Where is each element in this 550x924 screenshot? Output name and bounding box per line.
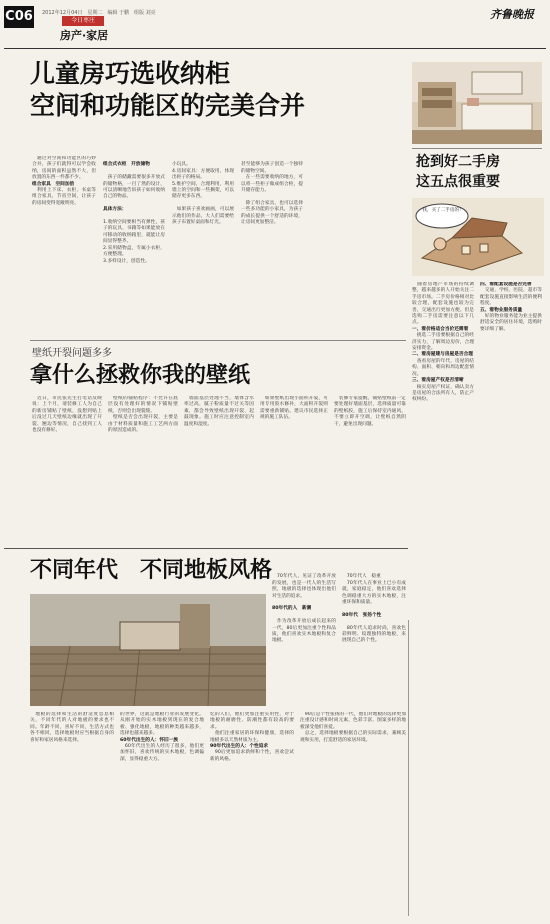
- article3-top-col1-subhead: 80年代的人 新潮: [272, 606, 312, 612]
- article1-col3: [172, 156, 234, 356]
- article3-bottom-col2-subhead: 60年代出生的人：怀旧一族: [120, 737, 179, 743]
- column-divider: [408, 620, 409, 916]
- article3-bottom-col3-text2: 他们注重家居的环保和健康，选择的地板多以天然材质为主。: [210, 731, 294, 743]
- article1-col4-text: 甚至能够为孩子创造一个独特的储物空间。 在一些需要收纳的地方，可以将一些柜子做成组合柜，提升储存能力。: [241, 162, 303, 194]
- article1-col1-subhead: 组合家具 空间加倍: [32, 181, 75, 187]
- article3-bottom-col4-text: 90后是个性张扬的一代，他们对地板的选择更加注重设计感和时尚元素，色彩丰富、图案多样的地板深受他们喜爱。 总之，选择地板要根据自己的实际需求，兼顾美观和实用，打造舒适的家居环境。: [300, 712, 406, 743]
- article1-col2: [103, 156, 165, 356]
- newspaper-logo: 齐鲁晚报: [490, 8, 534, 21]
- article1-col1-text: 通过对空间和功能区的巧妙合并，孩子们就得可以学会收纳，房间的面积虽然不大，但放置的东西一件都不少。: [32, 156, 96, 181]
- page-code: C06: [4, 6, 34, 28]
- article2-kicker: 壁纸开裂问题多多: [32, 348, 112, 359]
- article1-col2-subhead: 组合式衣柜 开放储物: [103, 162, 150, 168]
- sidebar-text2: 查看房屋的年代，房屋的结构、面积、朝向和周边配套情况。: [412, 358, 474, 377]
- article3-bottom-col1: [30, 712, 114, 912]
- article2-col1: [32, 396, 102, 526]
- sidebar-sub3: 三、看房屋产权是否清晰: [412, 378, 464, 384]
- sidebar-sub2: 二、看房屋建与房屋是否合理: [412, 352, 473, 358]
- sidebar-col1: [412, 282, 474, 612]
- section-tag: 今日枣庄: [62, 16, 104, 26]
- article3-rule: [4, 548, 408, 549]
- article1-title-line2: 空间和功能区的完美合并: [30, 91, 306, 120]
- article3-bottom-col3-subhead: 90年代出生的人：个性追求: [210, 744, 269, 750]
- sidebar-text1: 挑选二手房要根据自己的经济实力，了解周边房价，合理安排资金。: [412, 333, 474, 352]
- article2-col5: [334, 396, 406, 526]
- article2-col2-text: 壁纸的铺贴程序：不允许在底层没有处理好的情况下铺贴壁纸，否则会出现裂缝。 壁纸是否会出现开裂，主要是由于材料质量和施工工艺两方面的原因造成的。: [108, 396, 178, 434]
- article1-title-line1: 儿童房巧选收纳柜: [30, 59, 231, 88]
- sidebar-rule: [412, 148, 542, 149]
- article2-rule: [30, 340, 406, 341]
- article3-top-col2-subhead: 80年代 张扬个性: [342, 612, 382, 618]
- sidebar-text4: 交通、学校、医院、超市等配套设施直接影响生活的便利程度。: [480, 288, 542, 307]
- article3-top-col1-text2: 作为改革开放后成长起来的一代，80后更加注重个性和品质，他们喜欢实木地板和复合地板。: [272, 619, 336, 644]
- article1-col4: [241, 156, 303, 356]
- article3-bottom-col3: [210, 712, 294, 912]
- article3-top-col1-text: 70年代人，见证了改革开放的发展，也是一代人的生活写照，地板的选择也体现出他们对生活的追求。: [272, 574, 336, 599]
- sidebar-sub1: 一、看价格适合当价还需看: [412, 326, 469, 332]
- header-rule: [4, 48, 546, 49]
- article1-col1-text2: 利用上下床、衣柜、书桌等组合家具，节省空间，让孩子的房间变得宽敞明亮。: [32, 188, 96, 206]
- article3-bottom-col2-text: 的世界，这就是地板行业的发展变化。从刚开始的实木地板到现在的复合地板、强化地板，地板的种类越来越多，选择也越来越多。: [120, 712, 204, 737]
- article2-col4: [260, 396, 328, 526]
- article3-bottom-col2-text2: 60年代出生的人经历了很多，他们更加怀旧，喜欢传统的实木地板，色调偏深，显得稳重大方。: [120, 744, 204, 762]
- sidebar-headline: [416, 152, 544, 192]
- sidebar-sub4: 四、看配套设施是否完善: [480, 282, 532, 287]
- sidebar-intro: 随着房地产市场的持续调整，越来越多的人开始关注二手房市场。二手房价格相对比较合理，配套设施也较为完善，交通出行更加方便。但是选购二手房需要注意以下几点。: [412, 282, 474, 326]
- issue-meta: 2012年12月04日 星期二 编辑 于鹏 组版 刘亮: [42, 10, 156, 16]
- article1-col1: [32, 156, 96, 356]
- article2-col3: [184, 396, 254, 526]
- article1-col2-text2: 1.收纳空间要相当有弹性，孩子的玩具、书籍等如果能放在可移动的收纳箱里，就能让房间显得整齐。 2.采用储物盒，专属小衣柜，方便整理。 3.多样设计，创造性。: [103, 220, 165, 264]
- speech-bubble: 我，买了二手房的！: [422, 208, 464, 213]
- section-title: 房产·家居: [60, 29, 109, 42]
- article3-top-col2-text: 70年代人 稳重 70年代人在事业上已小有成就，家庭稳定，他们喜欢选择色调稳重大方的实木地板，注重环保和质量。: [342, 574, 406, 606]
- article1-col3-text2: 如果孩子喜欢画画，可以展示他们的作品，大人们需要给孩子布置好桌面和灯光。: [172, 207, 234, 226]
- childrens-room-photo: [412, 62, 542, 144]
- article3-bottom-col3-text3: 90后更加追求新鲜和个性，喜欢尝试新的风格。: [210, 750, 294, 762]
- article2-col2: [108, 396, 178, 526]
- article3-bottom-col2: [120, 712, 204, 912]
- sidebar-sub5: 五、看物业服务质量: [480, 307, 523, 313]
- article3-top-col2: [342, 568, 406, 708]
- article3-title: 不同年代 不同地板风格: [30, 558, 273, 583]
- article3-bottom-col4: [300, 712, 406, 912]
- sidebar-headline-line1: 抢到好二手房: [416, 154, 500, 170]
- article1-col4-text2: 除了组合家具，也可以选择一些多功能的小家具，为孩子的成长提供一个舒适的环境，让房间更加整洁。: [241, 200, 303, 226]
- wood-floor-photo: [30, 594, 266, 706]
- article3-top-col1: [272, 568, 336, 708]
- second-hand-house-illustration: [412, 198, 544, 276]
- article3-bottom-col3-text: 忆的人们，他们更加注重实用性，对于地板的耐磨性、防潮性都有较高的要求。: [210, 712, 294, 730]
- sidebar-col2: [480, 282, 542, 612]
- article2-col5-text: 装修专家提醒，铺贴壁纸前一定要处理好墙面基层，选择质量可靠的壁纸胶，施工后保持室内通风，不要立即开空调，让壁纸自然阴干，避免出现问题。: [334, 396, 406, 427]
- sidebar-headline-line2: 这五点很重要: [416, 174, 500, 190]
- article2-title: 拿什么拯救你我的壁纸: [30, 363, 251, 388]
- sidebar-text5: 好的物业服务能为业主提供舒适安全的居住环境，选购时要详细了解。: [480, 314, 542, 332]
- article2-col3-text: 墙面基层处理不当，墙体含水率过高，腻子粉质量不过关等因素，都会导致壁纸出现开裂、起鼓现象。施工时应注意控制室内温度和湿度。: [184, 396, 254, 427]
- sidebar-text3: 核实房屋产权证，确认卖方是房屋的合法所有人，防止产权纠纷。: [412, 384, 474, 403]
- article1-col2-text: 孩子的储藏需要很多开放式的储物格，一目了然的设计，可以清晰地告诉孩子如何收纳自己的物品。: [103, 175, 165, 200]
- article1-title: [30, 58, 410, 122]
- article1-col2-subhead2: 具体方法：: [103, 207, 127, 213]
- article3-bottom-col1-text: 地板的选择和生活的舒适度息息相关，不同年代的人对地板的要求也不同。年龄不同，喜好不同，生活方式也各不相同，选择地板时应当根据自身的喜好和家居风格来选择。: [30, 712, 114, 743]
- article2-col4-text: 如果壁纸出现小面积开裂，可用专用胶水修补，大面积开裂则需要重新铺贴。建议市民选择正规的施工队伍。: [260, 396, 328, 421]
- article3-top-col2-text2: 80年代人追求时尚，喜欢色彩鲜明、纹理独特的地板，来展现自己的个性。: [342, 625, 406, 644]
- article2-col1-text: 近日，市民张先生打电话反映说：上个月，请装修工人为自己的新房铺贴了壁纸，没想到贴上后没过几天壁纸边缘就出现了开裂、翘边等情况，自己找到工人也没有修好。: [32, 396, 102, 434]
- article1-col3-text: 小玩具。 4.房间家具：方便取用，体现出柜子的格局。 5.维护空间，合理利用，利用墙上的空间和一些搁架，可以储存更多东西。: [172, 162, 234, 200]
